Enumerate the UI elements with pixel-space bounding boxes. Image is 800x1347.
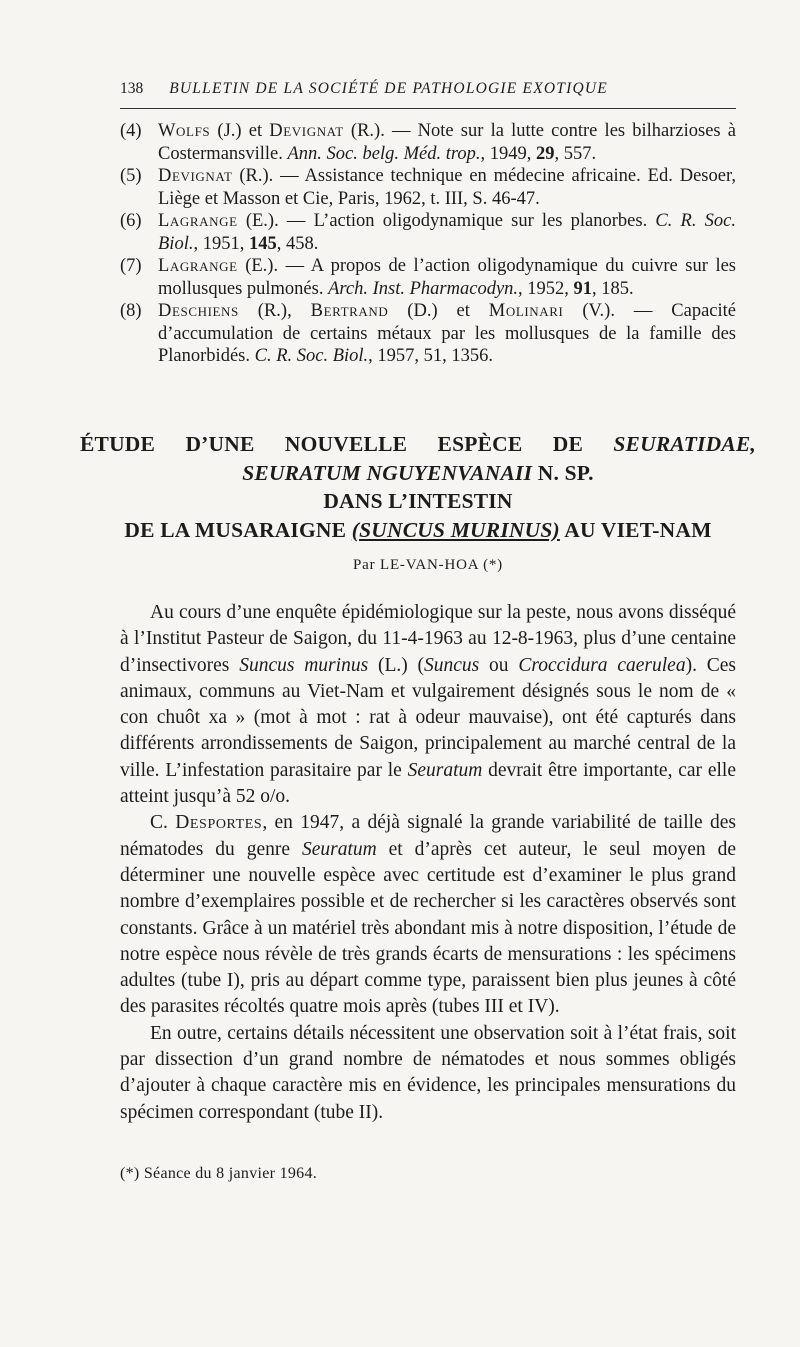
reference-number: (4) bbox=[120, 121, 142, 141]
reference-number: (6) bbox=[120, 211, 142, 231]
journal-name: Ann. Soc. belg. Méd. trop. bbox=[287, 143, 481, 164]
volume-number: 91 bbox=[573, 278, 593, 299]
reference-number: (5) bbox=[120, 166, 142, 186]
journal-name: C. R. Soc. Biol. bbox=[158, 211, 736, 254]
reference-number: (8) bbox=[120, 301, 142, 321]
journal-name: C. R. Soc. Biol. bbox=[254, 346, 369, 366]
article-body bbox=[120, 600, 736, 1126]
reference-item: (6) Lagrange (E.). — L’action oligodynamique sur les planorbes. C. R. Soc. Biol., 1951, 145, 458. bbox=[120, 211, 736, 254]
title-line: ÉTUDE D’UNE NOUVELLE ESPÈCE DE SEURATIDAE, bbox=[80, 432, 756, 456]
title-line: DANS L’INTESTIN bbox=[323, 489, 513, 513]
volume-number: 145 bbox=[248, 233, 277, 254]
reference-item: (8) Deschiens (R.), Bertrand (D.) et Molinari (V.). — Capacité d’accumulation de certains métaux par les mollusques de la famille des Planorbidés. C. R. Soc. Biol., 1957, 51, 1356. bbox=[120, 301, 736, 366]
paragraph: En outre, certains détails nécessitent une observation soit à l’état frais, soit par dissection d’un grand nombre de nématodes et nous sommes obligés d’ajouter à chaque caractère mis en évidence, les principales mensurations du spécimen correspondant (tube II). bbox=[120, 1022, 736, 1123]
page-number: 138 bbox=[120, 80, 144, 97]
author-byline: Par LE-VAN-HOA (*) bbox=[353, 557, 503, 573]
reference-item: (7) Lagrange (E.). — A propos de l’action oligodynamique du cuivre sur les mollusques pulmonés. Arch. Inst. Pharmacodyn., 1952, 91, 185. bbox=[120, 256, 736, 299]
reference-number: (7) bbox=[120, 256, 142, 276]
article-title bbox=[80, 430, 756, 544]
running-head bbox=[120, 80, 736, 98]
reference-item: (5) Devignat (R.). — Assistance technique en médecine africaine. Ed. Desoer, Liège et Masson et Cie, Paris, 1962, t. III, S. 46-47. bbox=[120, 166, 736, 209]
header-rule bbox=[120, 108, 736, 109]
title-line: DE LA MUSARAIGNE (SUNCUS MURINUS) AU VIET-NAM bbox=[124, 517, 712, 542]
title-line: SEURATUM NGUYENVANAII N. SP. bbox=[242, 460, 594, 485]
reference-list bbox=[120, 120, 736, 368]
paragraph: Au cours d’une enquête épidémiologique sur la peste, nous avons disséqué à l’Institut Pasteur de Saigon, du 11-4-1963 au 12-8-1963, plus d’une centaine d’insectivores Suncus murinus (L.) (Suncus ou Croccidura caerulea). Ces animaux, communs au Viet-Nam et vulgairement désignés sous le nom de « con chuôt xa » (mot à mot : rat à odeur mauvaise), ont été capturés dans différents arrondissements de Saigon, principalement au marché central de la ville. L’infestation parasitaire par le Seuratum devrait être importante, car elle atteint jusqu’à 52 o/o. bbox=[120, 602, 736, 808]
journal-name: Arch. Inst. Pharmacodyn. bbox=[328, 278, 519, 299]
footnote: (*) Séance du 8 janvier 1964. bbox=[120, 1165, 318, 1182]
journal-title: BULLETIN DE LA SOCIÉTÉ DE PATHOLOGIE EXOTIQUE bbox=[169, 80, 608, 97]
reference-item: (4) Wolfs (J.) et Devignat (R.). — Note sur la lutte contre les bilharzioses à Costermansville. Ann. Soc. belg. Méd. trop., 1949, 29, 557. bbox=[120, 121, 737, 164]
volume-number: 29 bbox=[536, 143, 555, 164]
paragraph: C. Desportes, en 1947, a déjà signalé la grande variabilité de taille des nématodes du genre Seuratum et d’après cet auteur, le seul moyen de déterminer une nouvelle espèce avec certitude est d’examiner le plus grand nombre d’exemplaires possible et de rechercher si les caractères observés sont constants. Grâce à un matériel très abondant mis à notre disposition, l’étude de notre espèce nous révèle de très grands écarts de mensurations : les spécimens adultes (tube I), pris au départ comme type, paraissent bien plus jeunes à côté des parasites récoltés quatre mois après (tubes III et IV). bbox=[120, 812, 736, 1018]
